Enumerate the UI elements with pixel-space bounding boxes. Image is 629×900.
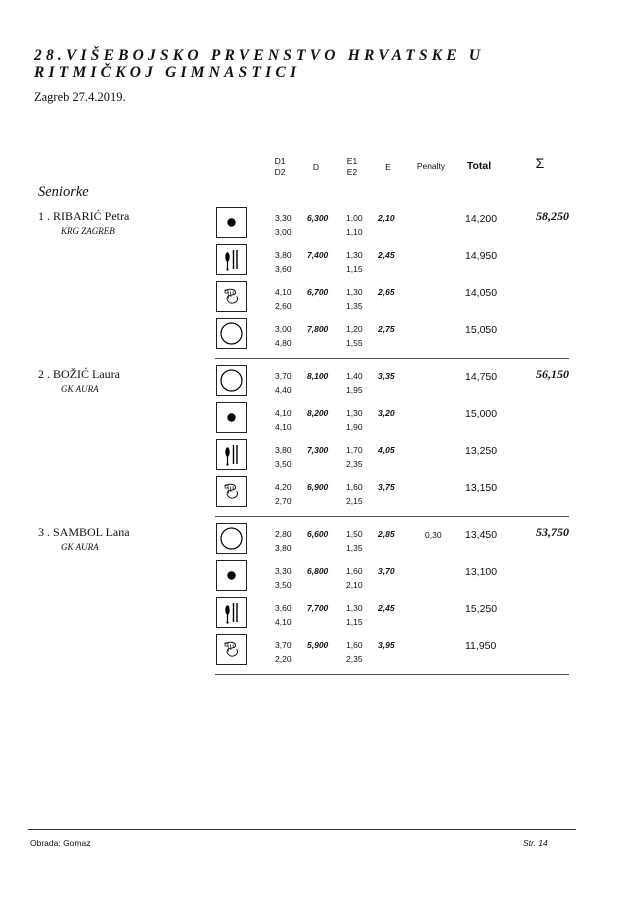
score-d1: 3,70 bbox=[275, 640, 292, 650]
score-d1: 4,10 bbox=[275, 287, 292, 297]
score-d1: 4,20 bbox=[275, 482, 292, 492]
score-total: 13,250 bbox=[465, 445, 498, 457]
title-line-2: RITMIČKOJ GIMNASTICI bbox=[34, 64, 301, 81]
score-total: 14,200 bbox=[465, 213, 498, 225]
score-e1: 1,70 bbox=[346, 445, 363, 455]
score-e: 2,10 bbox=[378, 213, 395, 223]
score-total: 15,000 bbox=[465, 408, 498, 420]
score-d2: 2,70 bbox=[275, 496, 292, 506]
score-e2: 1,55 bbox=[346, 338, 363, 348]
score-e2: 1,15 bbox=[346, 264, 363, 274]
category-label: Seniorke bbox=[38, 184, 89, 200]
all-around-total: 56,150 bbox=[536, 367, 569, 381]
score-d: 7,700 bbox=[307, 603, 329, 613]
page-title bbox=[34, 47, 594, 81]
score-d1: 3,30 bbox=[275, 213, 292, 223]
clubs-icon bbox=[216, 439, 247, 470]
score-d2: 4,10 bbox=[275, 617, 292, 627]
score-e: 4,05 bbox=[378, 445, 395, 455]
athlete-name: 1 . RIBARIĆ Petra bbox=[38, 209, 130, 223]
ribbon-icon bbox=[216, 476, 247, 507]
hoop-icon bbox=[216, 523, 247, 554]
score-e: 3,95 bbox=[378, 640, 395, 650]
score-d1: 4,10 bbox=[275, 408, 292, 418]
header-d2: D2 bbox=[274, 167, 286, 177]
score-e1: 1,60 bbox=[346, 640, 363, 650]
score-penalty: 0,30 bbox=[425, 530, 442, 540]
score-d2: 3,80 bbox=[275, 543, 292, 553]
score-total: 11,950 bbox=[465, 640, 497, 652]
score-e1: 1,30 bbox=[346, 603, 363, 613]
score-d2: 4,80 bbox=[275, 338, 292, 348]
athlete-name: 2 . BOŽIĆ Laura bbox=[38, 367, 120, 381]
score-e2: 2,35 bbox=[346, 654, 363, 664]
score-total: 14,950 bbox=[465, 250, 498, 262]
score-total: 15,250 bbox=[465, 603, 498, 615]
score-d2: 3,60 bbox=[275, 264, 292, 274]
athlete-name: 3 . SAMBOL Lana bbox=[38, 525, 130, 539]
score-total: 15,050 bbox=[465, 324, 498, 336]
score-total: 14,050 bbox=[465, 287, 498, 299]
score-d: 6,900 bbox=[307, 482, 329, 492]
score-e1: 1,60 bbox=[346, 566, 363, 576]
score-d: 6,600 bbox=[307, 529, 329, 539]
score-d2: 3,50 bbox=[275, 459, 292, 469]
score-e2: 1,35 bbox=[346, 301, 363, 311]
title-line-1: 28.VIŠEBOJSKO PRVENSTVO HRVATSKE U bbox=[34, 47, 485, 64]
header-sigma: Σ bbox=[535, 155, 545, 171]
athlete-club: GK AURA bbox=[61, 384, 99, 394]
score-d: 6,700 bbox=[307, 287, 329, 297]
hoop-icon bbox=[216, 318, 247, 349]
score-total: 13,100 bbox=[465, 566, 498, 578]
header-total: Total bbox=[466, 160, 492, 172]
score-total: 14,750 bbox=[465, 371, 498, 383]
score-e1: 1,30 bbox=[346, 250, 363, 260]
ball-icon bbox=[216, 560, 247, 591]
ball-icon bbox=[216, 402, 247, 433]
score-e1: 1,50 bbox=[346, 529, 363, 539]
score-d1: 2,80 bbox=[275, 529, 292, 539]
score-e: 3,20 bbox=[378, 408, 395, 418]
score-d1: 3,30 bbox=[275, 566, 292, 576]
score-e2: 2,15 bbox=[346, 496, 363, 506]
header-d1: D1 bbox=[274, 156, 286, 166]
score-d: 8,100 bbox=[307, 371, 329, 381]
header-e2: E2 bbox=[346, 167, 358, 177]
score-e1: 1,30 bbox=[346, 287, 363, 297]
score-d1: 3,80 bbox=[275, 445, 292, 455]
score-e: 3,35 bbox=[378, 371, 395, 381]
score-d2: 4,10 bbox=[275, 422, 292, 432]
header-e1-e2 bbox=[340, 156, 364, 178]
score-d2: 4,40 bbox=[275, 385, 292, 395]
header-e: E bbox=[385, 162, 391, 172]
clubs-icon bbox=[216, 597, 247, 628]
hoop-icon bbox=[216, 365, 247, 396]
score-total: 13,150 bbox=[465, 482, 498, 494]
score-d: 6,300 bbox=[307, 213, 329, 223]
event-date: Zagreb 27.4.2019. bbox=[34, 90, 126, 104]
score-d: 8,200 bbox=[307, 408, 329, 418]
score-e: 2,65 bbox=[378, 287, 395, 297]
header-d: D bbox=[312, 162, 320, 172]
score-d2: 2,60 bbox=[275, 301, 292, 311]
footer-divider bbox=[28, 829, 576, 830]
score-e2: 1,10 bbox=[346, 227, 363, 237]
score-d: 7,800 bbox=[307, 324, 329, 334]
score-e2: 1,95 bbox=[346, 385, 363, 395]
athlete-separator bbox=[215, 516, 569, 517]
score-e: 2,45 bbox=[378, 250, 395, 260]
score-e1: 1,60 bbox=[346, 482, 363, 492]
score-d: 7,300 bbox=[307, 445, 329, 455]
score-e1: 1,20 bbox=[346, 324, 363, 334]
score-d1: 3,60 bbox=[275, 603, 292, 613]
score-d: 7,400 bbox=[307, 250, 329, 260]
athlete-club: GK AURA bbox=[61, 542, 99, 552]
score-d: 5,900 bbox=[307, 640, 329, 650]
score-d: 6,800 bbox=[307, 566, 329, 576]
score-e2: 1,35 bbox=[346, 543, 363, 553]
score-d1: 3,70 bbox=[275, 371, 292, 381]
score-d1: 3,00 bbox=[275, 324, 292, 334]
score-e1: 1,00 bbox=[346, 213, 363, 223]
athlete-separator bbox=[215, 674, 569, 675]
athlete-club: KRG ZAGREB bbox=[61, 226, 115, 236]
score-e1: 1,40 bbox=[346, 371, 363, 381]
score-e: 3,75 bbox=[378, 482, 395, 492]
ribbon-icon bbox=[216, 281, 247, 312]
header-e1: E1 bbox=[346, 156, 358, 166]
score-total: 13,450 bbox=[465, 529, 498, 541]
score-e: 3,70 bbox=[378, 566, 395, 576]
score-e2: 1,15 bbox=[346, 617, 363, 627]
score-e: 2,45 bbox=[378, 603, 395, 613]
athlete-separator bbox=[215, 358, 569, 359]
score-d2: 3,00 bbox=[275, 227, 292, 237]
score-e2: 2,35 bbox=[346, 459, 363, 469]
ribbon-icon bbox=[216, 634, 247, 665]
footer-processed-by: Obrada: Gomaz bbox=[30, 838, 91, 848]
header-penalty: Penalty bbox=[416, 161, 446, 171]
score-d2: 2,20 bbox=[275, 654, 292, 664]
clubs-icon bbox=[216, 244, 247, 275]
score-e2: 1,90 bbox=[346, 422, 363, 432]
footer-page-number: Str. 14 bbox=[523, 838, 548, 848]
all-around-total: 53,750 bbox=[536, 525, 569, 539]
score-d1: 3,80 bbox=[275, 250, 292, 260]
all-around-total: 58,250 bbox=[536, 209, 569, 223]
score-e: 2,75 bbox=[378, 324, 395, 334]
header-d1-d2 bbox=[268, 156, 292, 178]
ball-icon bbox=[216, 207, 247, 238]
score-e: 2,85 bbox=[378, 529, 395, 539]
score-d2: 3,50 bbox=[275, 580, 292, 590]
score-e1: 1,30 bbox=[346, 408, 363, 418]
score-e2: 2,10 bbox=[346, 580, 363, 590]
